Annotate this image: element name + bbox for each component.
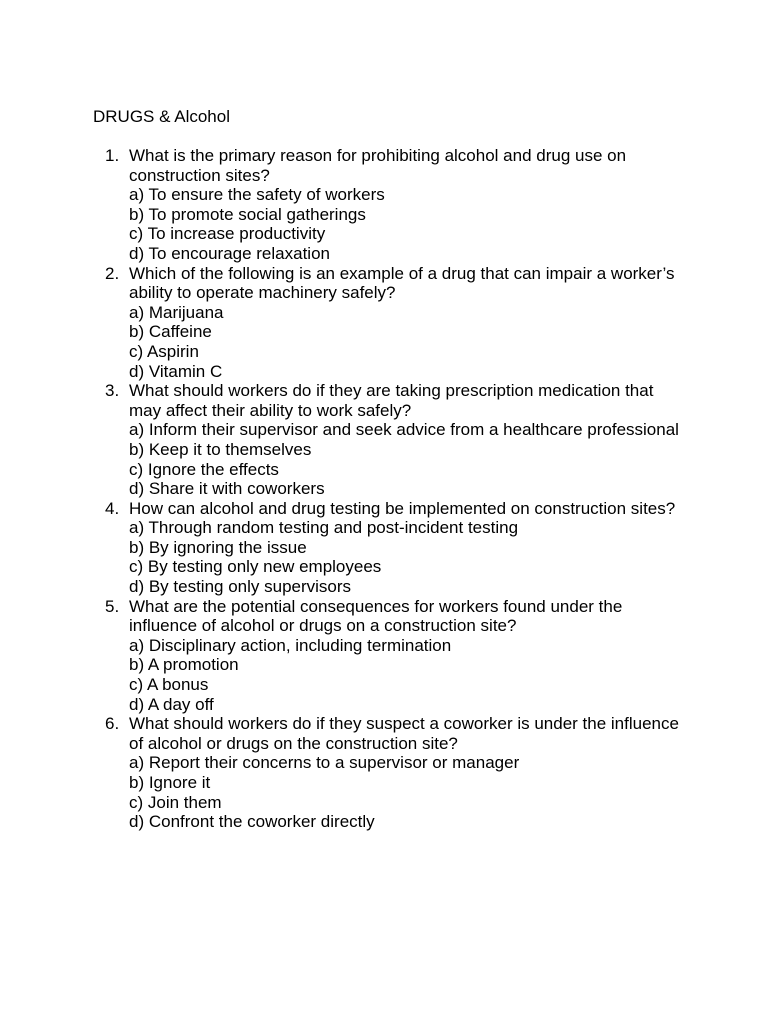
answer-options xyxy=(129,518,689,596)
question-text: Which of the following is an example of a drug that can impair a worker’s ability to operate machinery safely? xyxy=(129,263,675,303)
answer-options xyxy=(129,303,689,381)
answer-option: c) By testing only new employees xyxy=(129,557,382,577)
answer-option: b) Ignore it xyxy=(129,773,211,792)
answer-options xyxy=(129,753,689,831)
question-text: What should workers do if they suspect a coworker is under the influence of alcohol or drugs on the construction site? xyxy=(129,714,679,753)
answer-option: b) To promote social gatherings xyxy=(129,204,366,224)
answer-option: c) To increase productivity xyxy=(129,224,326,244)
answer-option: a) Disciplinary action, including termination xyxy=(129,635,452,655)
answer-options xyxy=(129,185,689,263)
question-item xyxy=(105,498,689,597)
question-text: What is the primary reason for prohibiting alcohol and drug use on construction sites? xyxy=(129,146,627,185)
answer-option: d) Confront the coworker directly xyxy=(129,812,375,832)
answer-option: a) Marijuana xyxy=(129,302,224,322)
question-number: 2. xyxy=(105,263,120,283)
answer-option: c) A bonus xyxy=(129,675,209,695)
answer-option: d) Vitamin C xyxy=(129,361,223,381)
answer-option: d) Share it with coworkers xyxy=(129,479,325,499)
question-item xyxy=(105,596,689,715)
question-item xyxy=(105,146,689,264)
answer-options xyxy=(129,420,689,498)
answer-option: d) To encourage relaxation xyxy=(129,243,330,263)
question-text: What should workers do if they are taking prescription medication that may affect their ability to work safely? xyxy=(129,381,654,420)
answer-option: d) By testing only supervisors xyxy=(129,577,352,597)
question-item xyxy=(105,714,689,832)
answer-option: a) Inform their supervisor and seek advice from a healthcare professional xyxy=(129,420,679,440)
answer-option: c) Ignore the effects xyxy=(129,459,279,479)
question-item xyxy=(105,381,689,499)
answer-option: a) Report their concerns to a supervisor or manager xyxy=(129,753,520,773)
answer-option: d) A day off xyxy=(129,694,214,714)
question-text: How can alcohol and drug testing be implemented on construction sites? xyxy=(129,498,676,518)
question-number: 1. xyxy=(105,146,120,165)
question-list xyxy=(105,146,689,832)
question-number: 3. xyxy=(105,381,120,401)
answer-option: a) Through random testing and post-incident testing xyxy=(129,518,519,538)
question-text: What are the potential consequences for workers found under the influence of alcohol or drugs on a construction site? xyxy=(129,596,623,636)
answer-option: b) A promotion xyxy=(129,655,239,675)
answer-option: b) Keep it to themselves xyxy=(129,439,312,459)
answer-option: b) By ignoring the issue xyxy=(129,537,307,557)
question-number: 5. xyxy=(105,596,120,616)
question-number: 6. xyxy=(105,714,120,734)
question-number: 4. xyxy=(105,498,120,518)
question-item xyxy=(105,263,689,382)
answer-option: c) Aspirin xyxy=(129,341,199,361)
document-title: DRUGS & Alcohol xyxy=(93,107,230,126)
answer-option: a) To ensure the safety of workers xyxy=(129,185,385,205)
answer-option: c) Join them xyxy=(129,792,222,812)
answer-options xyxy=(129,636,689,714)
answer-option: b) Caffeine xyxy=(129,322,212,342)
